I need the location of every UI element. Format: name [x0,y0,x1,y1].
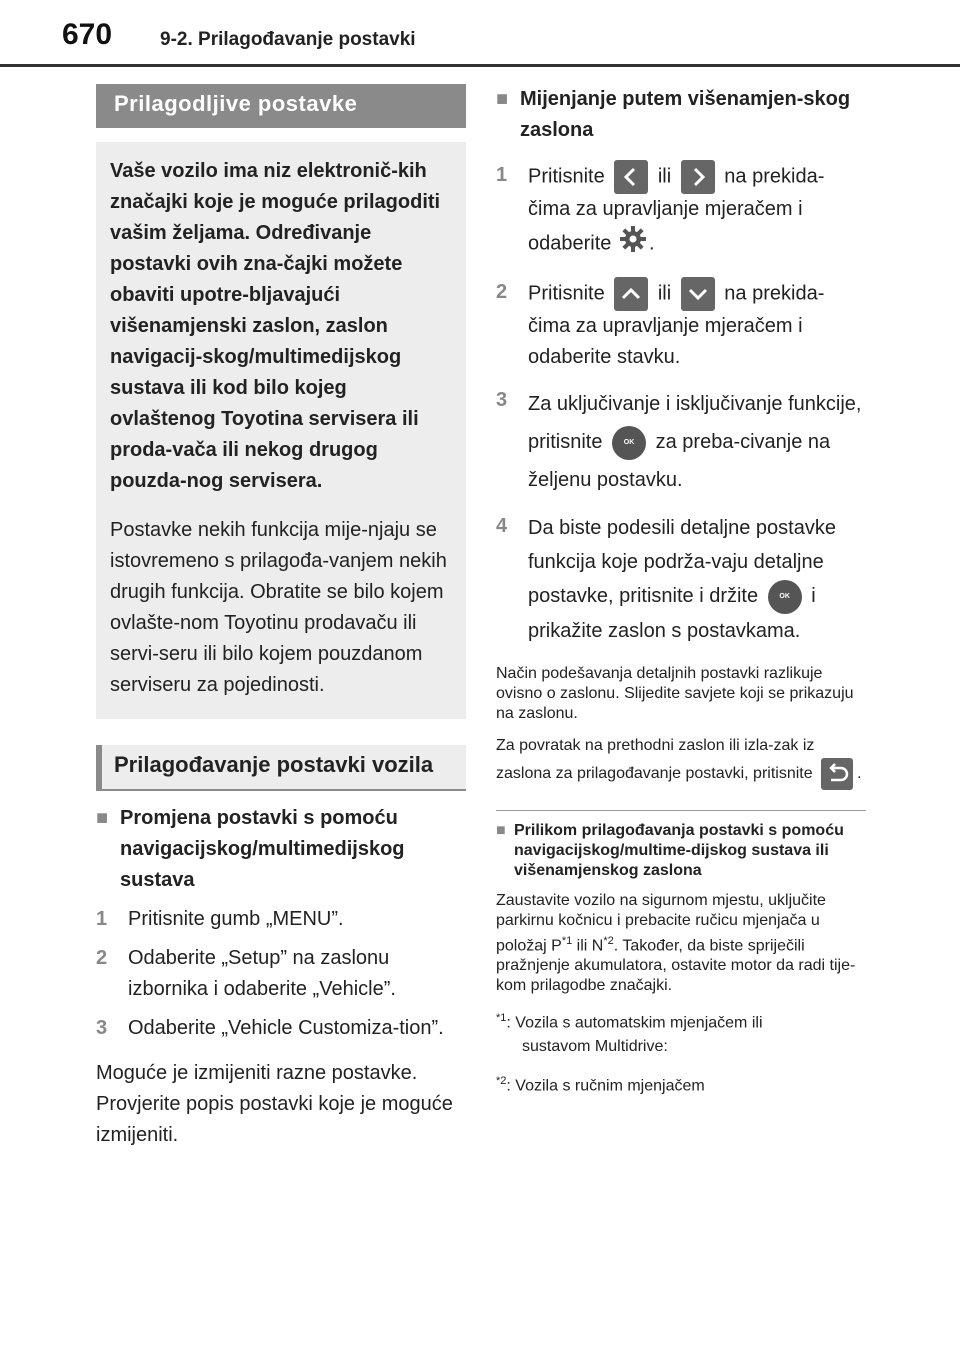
intro-normal-text: Postavke nekih funkcija mije-njaju se istovremeno s prilagođa-vanjem nekih drugih funkcija. Obratite se bilo kojem ovlašte-nom Toyotinu prodavaču ili servi-seru ili bilo kojem pouzdanom serviseru za pojedinosti. [110,519,447,696]
page-number: 670 [62,18,113,51]
page-header [0,0,960,66]
step-item: 3 Za uključivanje i isključivanje funkcije, pritisnite OK za preba-civanje na željenu postavku. [496,389,862,491]
intro-bold-text: Vaše vozilo ima niz elektronič-kih značajki koje je moguće prilagoditi vašim željama. Određivanje postavki ovih zna-čajki možete obaviti upotre-bljavajući višenamjenski zaslon, zaslon navigacij-skog/multimedijskog sustava ili kod bilo kojeg ovlaštenog Toyotina servisera ili proda-vača ili nekog drugog pouzda-nog servisera. [110,160,441,492]
chevron-down-icon [681,277,715,311]
square-bullet-icon: ■ [496,821,506,839]
chevron-up-icon [614,277,648,311]
ok-button-icon: OK [612,426,646,460]
chevron-right-icon [681,160,715,194]
section-title: 9-2. Prilagođavanje postavki [160,29,416,50]
step-item: 1 Pritisnite ili na prekida-čima za upravljanje mjeračem i odaberite . [496,160,866,263]
small-bullet-heading: ■ Prilikom prilagođavanja postavki s pomoću navigacijskog/multime-dijskog sustava ili višenamjenskog zaslona [496,821,844,879]
step-item: 2 Pritisnite ili na prekida-čima za upravljanje mjeračem i odaberite stavku. [496,277,866,373]
square-bullet-icon: ■ [496,88,509,110]
back-arrow-icon [821,758,853,790]
footnote: $^{*2}$: Vozila s ručnim mjenjačem [496,1075,705,1095]
closing-text: Moguće je izmijeniti razne postavke. Provjerite popis postavki koje je moguće izmijeniti. [96,1062,453,1146]
bullet-heading: ■ Mijenjanje putem višenamjen-skog zaslona [496,84,866,146]
intro-box [96,142,466,719]
subsection-title: Prilagođavanje postavki vozila [96,745,466,791]
right-column [496,84,866,1099]
note-text: Način podešavanja detaljnih postavki razlikuje ovisno o zaslonu. Slijedite savjete koji se prikazuju na zaslonu. [496,664,854,722]
bullet-heading: ■ Promjena postavki s pomoću navigacijskog/multimedijskog sustava [96,803,466,896]
gear-icon [619,225,647,263]
left-column [96,84,466,1151]
caution-text: Zaustavite vozilo na sigurnom mjestu, uključite parkirnu kočnicu i prebacite ručicu mjenjača u položaj $P^{*1}$ ili $N^{*2}$. Također, da biste spriječili pražnjenje akumulatora, ostavite motor da radi tije-kom prilagodbe značajki. [496,891,856,995]
note-text: Za povratak na prethodni zaslon ili izla-zak iz zaslona za prilagođavanje postavki, pritisnite . [496,734,866,790]
step-item: 3 Odaberite „Vehicle Customiza-tion”. [96,1017,444,1039]
footnote: $^{*1}$: Vozila s automatskim mjenjačem ili sustavom Multidrive: [496,1012,763,1056]
chevron-left-icon [614,160,648,194]
step-item: 4 Da biste podesili detaljne postavke funkcija koje podrža-vaju detaljne postavke, pritisnite i držite OK i prikažite zaslon s postavkama. [496,515,836,642]
step-item: 1 Pritisnite gumb „MENU”. [96,908,344,930]
ok-button-icon: OK [768,580,802,614]
square-bullet-icon: ■ [96,807,109,829]
step-item: 2 Odaberite „Setup” na zaslonu izbornika i odaberite „Vehicle”. [96,947,396,1000]
divider [496,810,866,811]
header-divider [0,64,960,67]
box-title: Prilagodljive postavke [96,84,466,128]
